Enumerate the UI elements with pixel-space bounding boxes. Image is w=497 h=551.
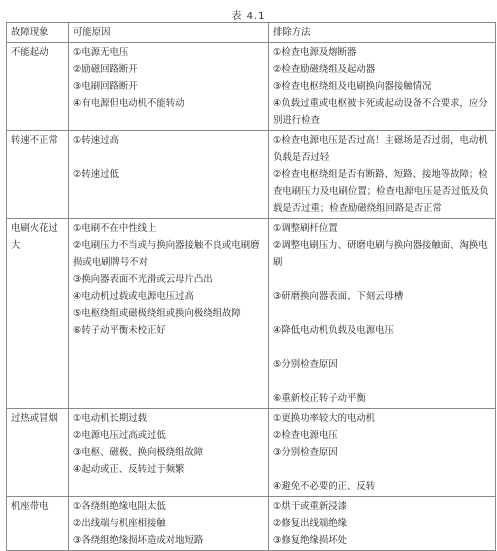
remedy-item: ①烘干或重新浸漆 (273, 501, 348, 512)
cause-item: ③各绕组绝缘损坏造成对地短路 (73, 535, 204, 546)
table-row (7, 43, 496, 131)
symptom-text: 过热或冒烟 (11, 413, 58, 424)
cause-item: ①转速过高 (73, 135, 119, 146)
symptom-cell (7, 409, 69, 497)
remedy-item: ④避免不必要的正、反转 (273, 481, 376, 492)
cause-item: ④起动或正、反转过于频繁 (73, 464, 185, 475)
cause-item: ②电刷压力不当或与换向器接触不良或电刷磨损或电刷牌号不对 (73, 240, 260, 268)
remedy-item: ③分别检查原因 (273, 447, 338, 458)
cause-item: ②电源电压过高或过低 (73, 430, 166, 441)
remedy-item: ②检查励磁绕组及起动器 (273, 64, 376, 75)
table-row (7, 219, 496, 409)
cause-cell (69, 497, 269, 551)
cause-item: ④有电源但电动机不能转动 (73, 98, 185, 109)
remedy-item: ②检查电枢绕组是否有断路、短路、接地等故障；检查电刷压力及电刷位置；检查电源电压是否过低及负载是否过重；检查励磁绕组回路是否正常 (273, 169, 489, 214)
fault-table (6, 22, 496, 551)
remedy-item: ③检查电枢绕组及电刷换向器接触情况 (273, 81, 432, 92)
remedy-item: ②检查电源电压 (273, 430, 338, 441)
table-row (7, 409, 496, 497)
cause-item: ④电动机过载或电源电压过高 (73, 291, 194, 302)
remedy-cell (269, 131, 496, 219)
cause-cell (69, 219, 269, 409)
symptom-text: 不能起动 (11, 47, 49, 58)
symptom-cell (7, 497, 69, 551)
remedy-item: ④降低电动机负载及电源电压 (273, 325, 394, 336)
cause-item: ②出线端与机座相接触 (73, 518, 166, 529)
remedy-cell (269, 497, 496, 551)
symptom-cell (7, 131, 69, 219)
table-header-row (7, 23, 496, 43)
header-remedy: 排除方法 (269, 23, 496, 43)
remedy-item: ③研磨换向器表面、下刻云母槽 (273, 291, 404, 302)
remedy-cell (269, 43, 496, 131)
cause-cell (69, 131, 269, 219)
header-symptom: 故障现象 (7, 23, 69, 43)
remedy-item: ④负载过重或电枢被卡死或起动设备不合要求，应分别进行检查 (273, 98, 488, 126)
table-row (7, 497, 496, 551)
cause-item: ①各绕组绝缘电阻太低 (73, 501, 166, 512)
cause-cell (69, 409, 269, 497)
cause-item: ②转速过低 (73, 169, 119, 180)
cause-item: ⑥转子动平衡未校正好 (73, 325, 166, 336)
remedy-item: ⑥重新校正转子动平衡 (273, 393, 366, 404)
remedy-item: ①检查电源及熔断器 (273, 47, 357, 58)
remedy-item: ②修复出线端绝缘 (273, 518, 348, 529)
cause-item: ①电刷不在中性线上 (73, 223, 157, 234)
remedy-item: ⑤分别检查原因 (273, 359, 338, 370)
cause-item: ③电枢、磁极、换向极绕组故障 (73, 447, 204, 458)
cause-item: ③电刷回路断开 (73, 81, 138, 92)
remedy-item: ③修复绝缘损坏处 (273, 535, 348, 546)
symptom-text: 机座带电 (11, 501, 49, 512)
cause-item: ⑤电枢绕组或磁极绕组或换向极绕组故障 (73, 308, 241, 319)
header-cause: 可能原因 (69, 23, 269, 43)
cause-item: ①电动机长期过载 (73, 413, 148, 424)
table-row (7, 131, 496, 219)
cause-item: ①电源无电压 (73, 47, 129, 58)
remedy-item: ①调整刷杆位置 (273, 223, 338, 234)
symptom-text: 电刷火花过大 (11, 223, 58, 251)
cause-cell (69, 43, 269, 131)
symptom-cell (7, 219, 69, 409)
remedy-cell (269, 409, 496, 497)
cause-item: ③换向器表面不光滑或云母片凸出 (73, 274, 213, 285)
cause-item: ②励磁回路断开 (73, 64, 138, 75)
remedy-item: ①检查电源电压是否过高！主磁场是否过弱，电动机负载是否过轻 (273, 135, 488, 163)
symptom-cell (7, 43, 69, 131)
remedy-item: ①更换功率较大的电动机 (273, 413, 376, 424)
symptom-text: 转速不正常 (11, 135, 58, 146)
table-caption: 表 4.1 (231, 11, 266, 22)
remedy-item: ②调整电刷压力、研磨电刷与换向器接触面、淘换电刷 (273, 240, 488, 268)
remedy-cell (269, 219, 496, 409)
